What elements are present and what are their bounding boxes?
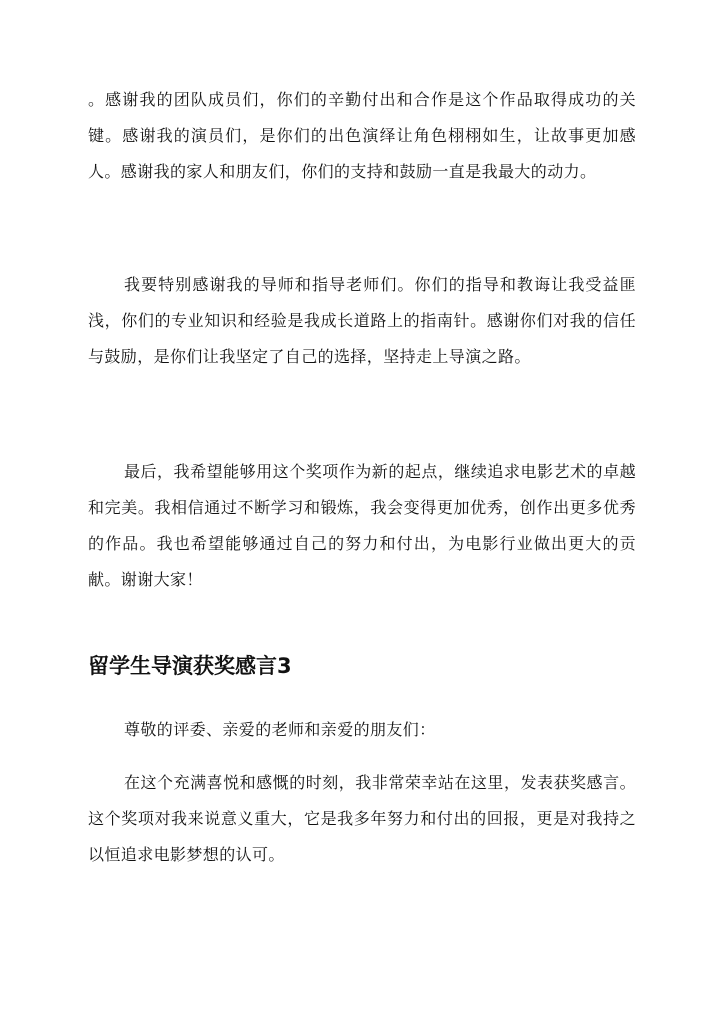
paragraph-award-meaning: 在这个充满喜悦和感慨的时刻，我非常荣幸站在这里，发表获奖感言。这个奖项对我来说意义重大，它是我多年努力和付出的回报，更是对我持之以恒追求电影梦想的认可。 — [88, 773, 636, 864]
paragraph-salutation: 尊敬的评委、亲爱的老师和亲爱的朋友们： — [124, 720, 436, 739]
paragraph-closing: 最后，我希望能够用这个奖项作为新的起点，继续追求电影艺术的卓越和完美。我相信通过不断学习和锻炼，我会变得更加优秀，创作出更多优秀的作品。我也希望能够通过自己的努力和付出，为电影行业做出更大的贡献。谢谢大家！ — [88, 462, 636, 589]
paragraph-mentor-thanks: 我要特别感谢我的导师和指导老师们。你们的指导和教诲让我受益匪浅，你们的专业知识和经验是我成长道路上的指南针。感谢你们对我的信任与鼓励，是你们让我坚定了自己的选择，坚持走上导演之路。 — [88, 275, 636, 366]
section-title: 留学生导演获奖感言3 — [88, 654, 292, 678]
paragraph-team-thanks: 。感谢我的团队成员们，你们的辛勤付出和合作是这个作品取得成功的关键。感谢我的演员们，是你们的出色演绎让角色栩栩如生，让故事更加感人。感谢我的家人和朋友们，你们的支持和鼓励一直是我最大的动力。 — [88, 90, 636, 181]
